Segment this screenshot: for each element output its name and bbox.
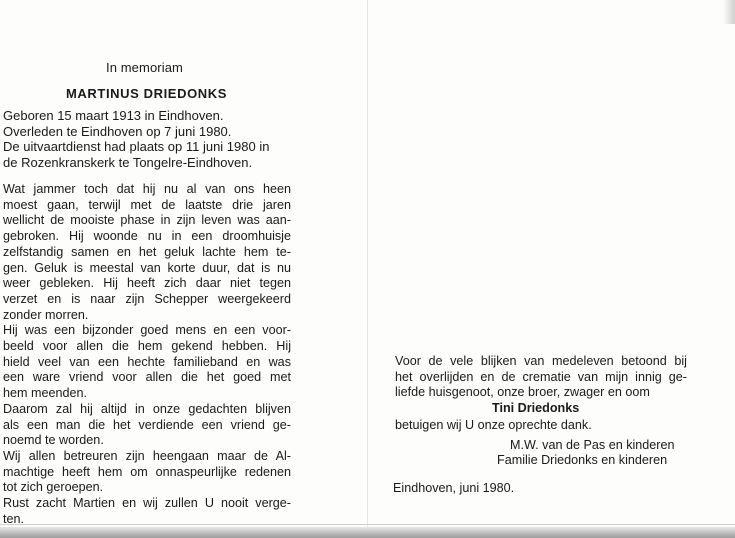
text-line: beeld voor allen die hem gekend hebben. Hij: [3, 339, 291, 354]
text-line: weer gebleken. Hij heeft zich daar niet tegen: [3, 276, 291, 291]
acknowledgement-line: liefde huisgenoot, onze broer, zwager en oom: [395, 385, 650, 400]
text-line: noemd te worden.: [3, 433, 104, 448]
text-line: wellicht de mooiste phase in zijn leven was aan-: [3, 213, 291, 228]
acknowledgement-line: Voor de vele blijken van medeleven betoond bij: [395, 354, 687, 368]
text-line: als een man die het verdiende een vriend ge-: [3, 417, 291, 432]
text-line: machtige heeft hem om onnaspeurlijke redenen: [3, 464, 291, 479]
text-line: Wij allen betreuren zijn heengaan maar de Al-: [3, 448, 291, 463]
birth-line: Geboren 15 maart 1913 in Eindhoven.: [3, 108, 224, 123]
signatory-1: M.W. van de Pas en kinderen: [510, 438, 675, 452]
signatory-2: Familie Driedonks en kinderen: [497, 453, 668, 467]
text-line: Rust zacht Martien en wij zullen U nooit verge-: [3, 496, 291, 511]
text-line: gebroken. Hij woonde nu in een droomhuisje: [3, 229, 291, 244]
text-line: een ware vriend voor allen die het goed met: [3, 370, 291, 385]
scan-bottom-shadow: [0, 527, 735, 538]
funeral-place-line: de Rozenkranskerk te Tongelre-Eindhoven.: [3, 154, 253, 170]
text-line: Hij was een bijzonder goed mens en een voor-: [3, 323, 291, 338]
thanks-line: betuigen wij U onze oprechte dank.: [395, 418, 592, 432]
life-dates: [3, 108, 303, 170]
card-fold-line: [367, 0, 368, 538]
text-line: tot zich geroepen.: [3, 480, 104, 495]
deceased-name-heading: MARTINUS DRIEDONKS: [66, 86, 228, 101]
funeral-line: De uitvaartdienst had plaats op 11 juni 1980 in: [3, 139, 270, 155]
text-line: Wat jammer toch dat hij nu al van ons heen: [3, 182, 291, 196]
text-line: ten.: [3, 511, 25, 526]
text-line: hem meenden.: [3, 386, 88, 401]
place-and-date: Eindhoven, juni 1980.: [393, 481, 515, 495]
acknowledgement-text: [395, 354, 687, 401]
memoriam-heading: In memoriam: [106, 60, 183, 75]
text-line: moest gaan, terwijl met de laatste drie jaren: [3, 197, 291, 212]
text-line: gen. Geluk is meestal van korte duur, dat is nu: [3, 260, 291, 275]
text-line: verzet en is naar zijn Schepper weergekeerd: [3, 291, 291, 306]
text-line: zonder morren.: [3, 307, 89, 322]
scan-corner-shadow: [723, 0, 735, 24]
deceased-name: Tini Driedonks: [492, 401, 580, 415]
memorial-text: [3, 182, 291, 527]
acknowledgement-line: het overlijden en de crematie van mijn innig ge-: [395, 369, 687, 384]
text-line: hield veel van een hechte familieband en was: [3, 354, 291, 369]
text-line: Daarom zal hij altijd in onze gedachten blijven: [3, 401, 291, 416]
text-line: zelfstandig samen en het geluk lachte hem te-: [3, 244, 291, 259]
death-line: Overleden te Eindhoven op 7 juni 1980.: [3, 123, 232, 139]
